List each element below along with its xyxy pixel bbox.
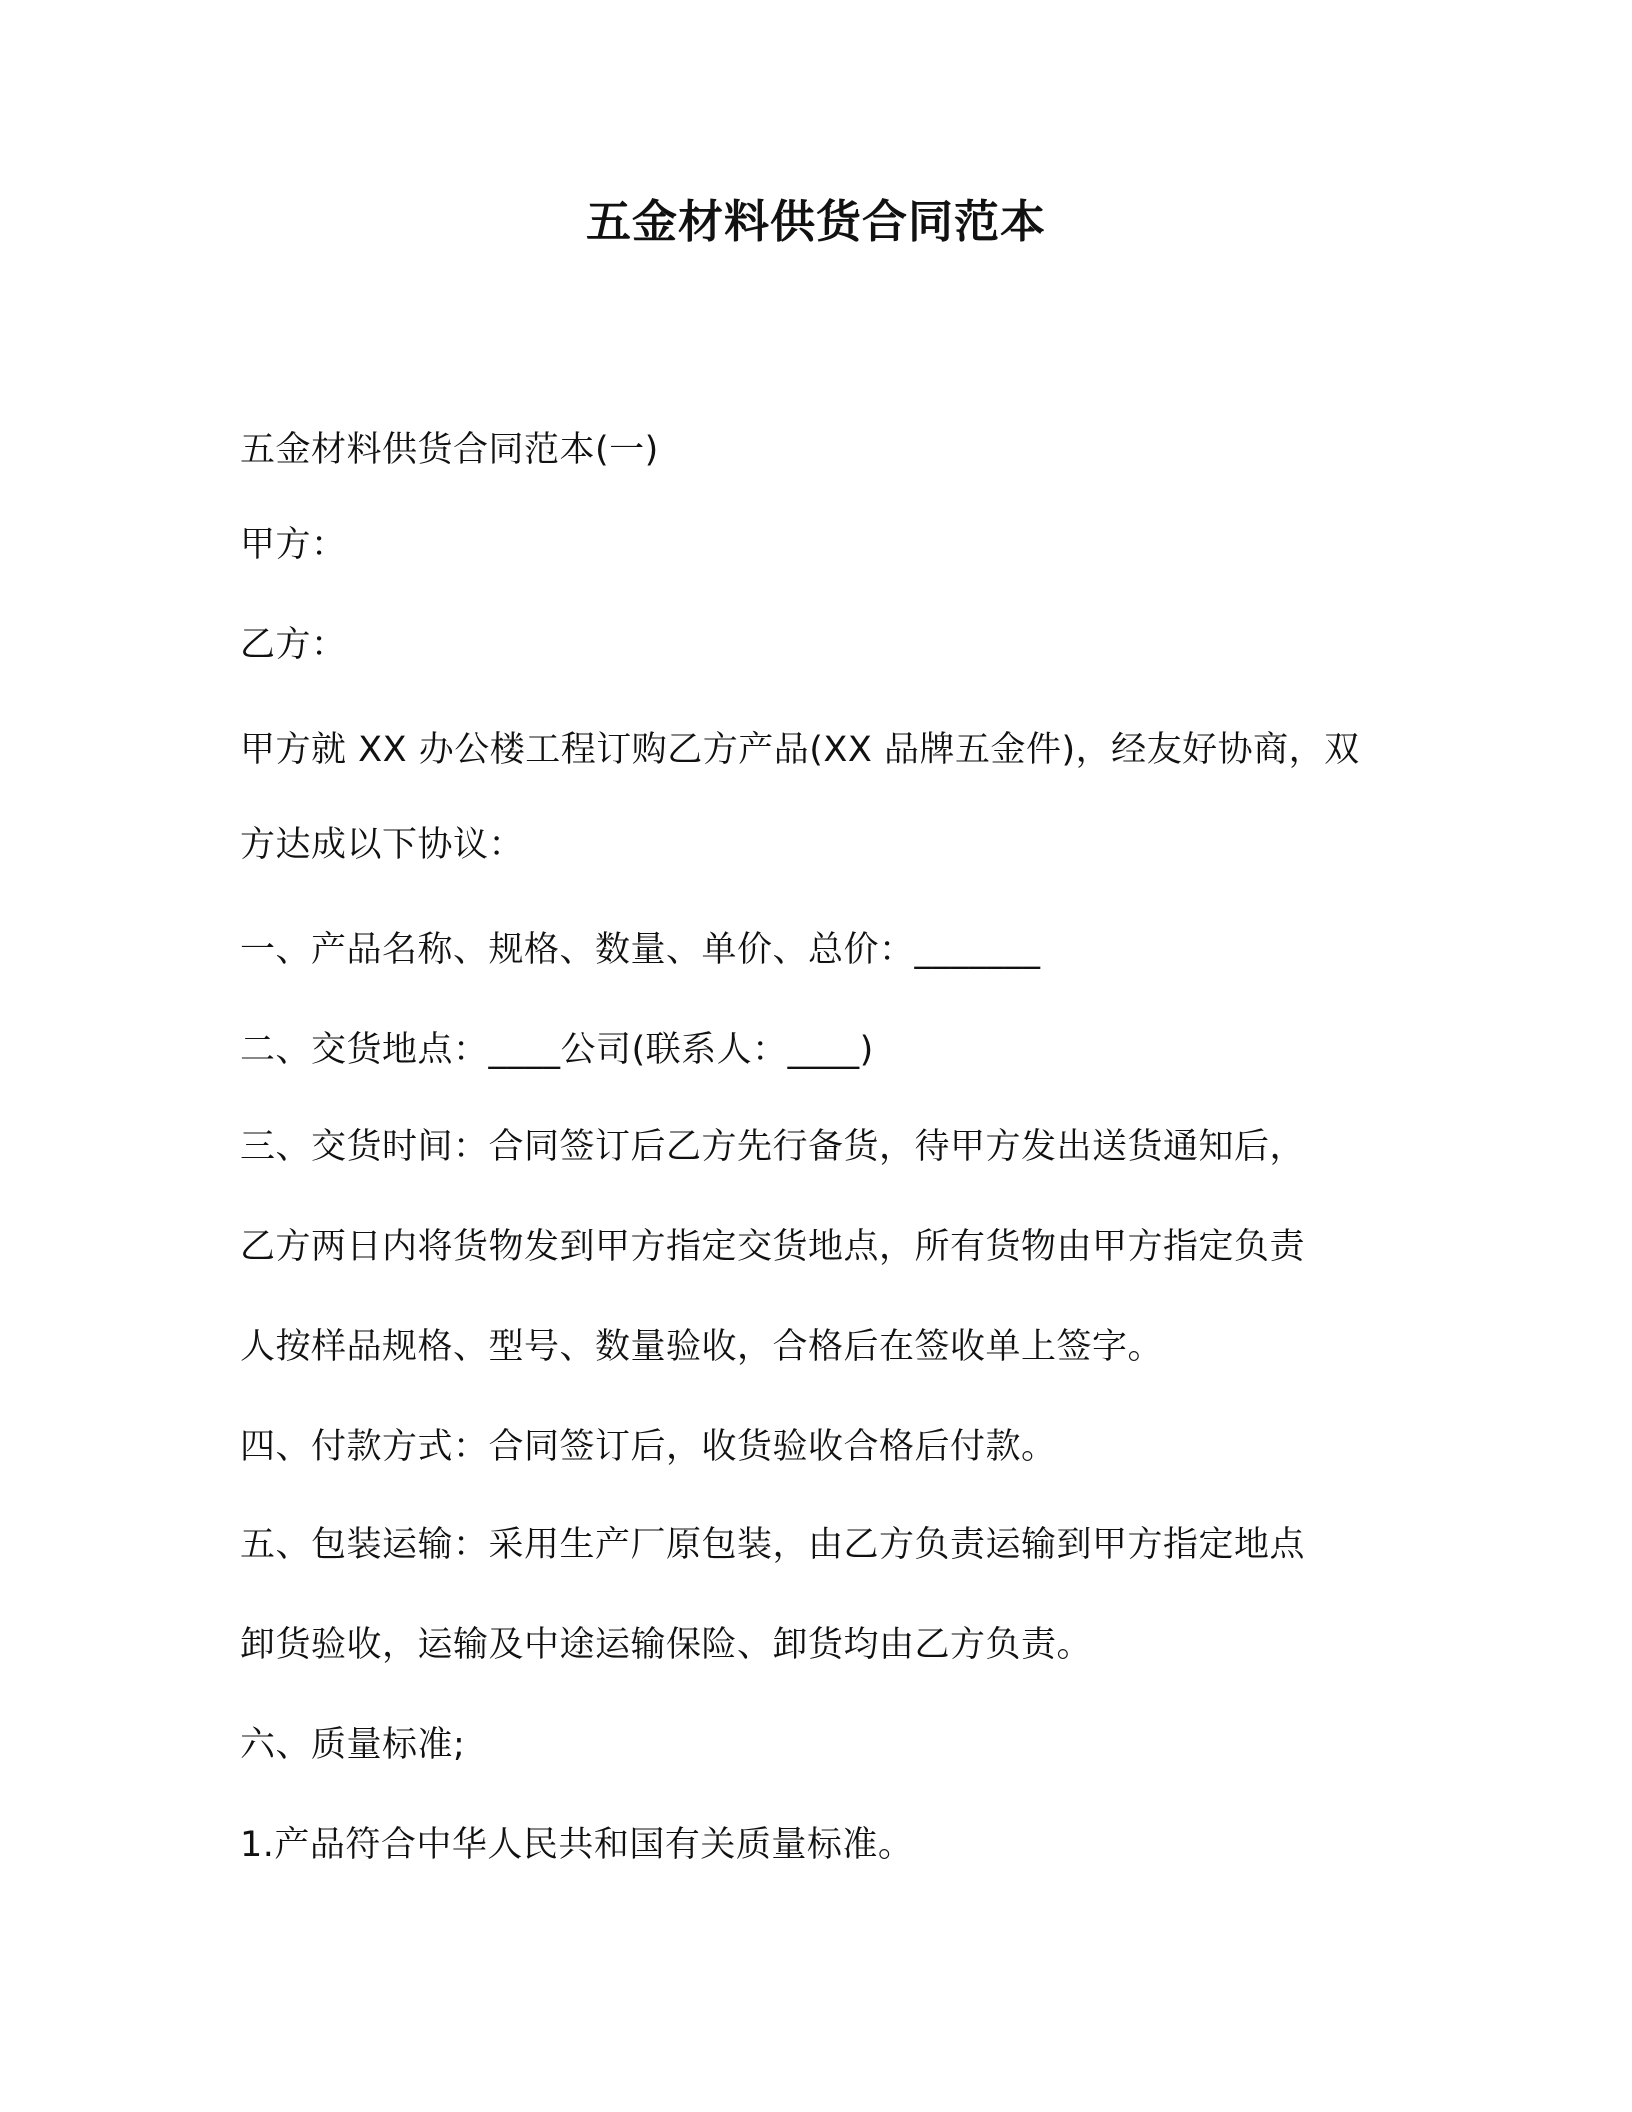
clause-4-line: 四、付款方式：合同签订后，收货验收合格后付款。 <box>240 1427 1057 1467</box>
clause-3-line-3: 人按样品规格、型号、数量验收，合格后在签收单上签字。 <box>240 1327 1164 1367</box>
subtitle-line: 五金材料供货合同范本(一) <box>240 430 659 470</box>
clause-3-line-1: 三、交货时间：合同签订后乙方先行备货，待甲方发出送货通知后， <box>240 1127 1306 1167</box>
clause-2-line: 二、交货地点：____公司(联系人：____) <box>240 1030 874 1070</box>
intro-line-2: 方达成以下协议： <box>240 825 525 865</box>
clause-6-item-1-line: 1.产品符合中华人民共和国有关质量标准。 <box>240 1825 914 1865</box>
document-title: 五金材料供货合同范本 <box>585 195 1046 248</box>
clause-5-line-1: 五、包装运输：采用生产厂原包装，由乙方负责运输到甲方指定地点 <box>240 1525 1306 1565</box>
clause-1-line: 一、产品名称、规格、数量、单价、总价：_______ <box>240 930 1041 970</box>
party-a-line: 甲方： <box>240 525 347 565</box>
party-b-line: 乙方： <box>240 625 347 665</box>
clause-6-line: 六、质量标准; <box>240 1725 466 1765</box>
clause-5-line-2: 卸货验收，运输及中途运输保险、卸货均由乙方负责。 <box>240 1625 1093 1665</box>
intro-line-1: 甲方就 XX 办公楼工程订购乙方产品(XX 品牌五金件)，经友好协商，双 <box>240 730 1360 770</box>
clause-3-line-2: 乙方两日内将货物发到甲方指定交货地点，所有货物由甲方指定负责 <box>240 1227 1306 1267</box>
